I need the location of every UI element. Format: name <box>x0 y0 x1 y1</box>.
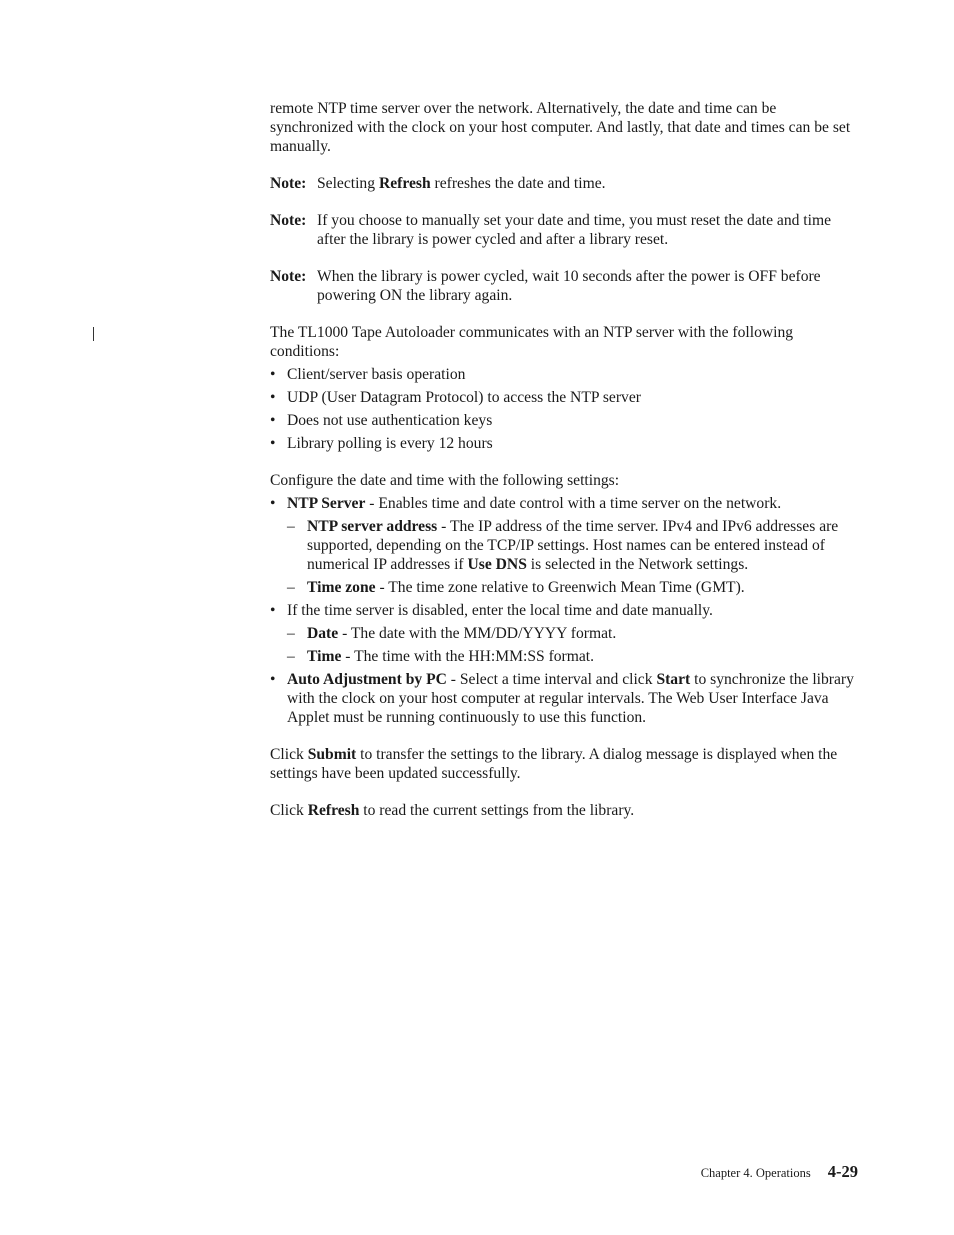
list-item-date: – Date - The date with the MM/DD/YYYY format. <box>287 624 862 643</box>
note-label: Note: <box>270 212 307 229</box>
intro-paragraph: remote NTP time server over the network. Alternatively, the date and time can be synchronized with the clock on your host computer. And lastly, that date and times can be set manually. <box>270 100 851 155</box>
ntp-server-sublist <box>287 517 862 597</box>
note-text: When the library is power cycled, wait 10 seconds after the power is OFF before powering ON the library again. <box>317 268 821 304</box>
submit-paragraph: Click Submit to transfer the settings to the library. A dialog message is displayed when the settings have been updated successfully. <box>270 746 838 782</box>
list-item: • Client/server basis operation <box>270 365 862 384</box>
list-item: • UDP (User Datagram Protocol) to access the NTP server <box>270 388 862 407</box>
note-refresh <box>270 174 862 193</box>
change-bar <box>93 327 94 341</box>
list-item-time: – Time - The time with the HH:MM:SS format. <box>287 647 862 666</box>
note-label: Note: <box>270 175 307 192</box>
page-footer <box>701 1162 858 1183</box>
footer-chapter: Chapter 4. Operations <box>700 1166 811 1180</box>
list-item-auto-adjustment: • Auto Adjustment by PC - Select a time interval and click Start to synchronize the library with the clock on your host computer at regular intervals. The Web User Interface Java Applet must be running continuously to use this function. <box>270 670 862 727</box>
note-manual-reset <box>270 211 862 249</box>
settings-intro: Configure the date and time with the following settings: <box>270 472 620 489</box>
note-label: Note: <box>270 268 307 285</box>
note-text: Selecting Refresh refreshes the date and time. <box>317 175 606 192</box>
manual-sublist <box>287 624 862 666</box>
list-item-manual: • If the time server is disabled, enter the local time and date manually. – Date - The date with the MM/DD/YYYY format. – Time - The time with the HH:MM:SS format. <box>270 601 862 666</box>
list-item: • Does not use authentication keys <box>270 411 862 430</box>
refresh-paragraph: Click Refresh to read the current settings from the library. <box>270 802 635 819</box>
note-power-cycle <box>270 267 862 305</box>
page-body <box>270 99 862 838</box>
settings-list <box>270 494 862 727</box>
list-item: • Library polling is every 12 hours <box>270 434 862 453</box>
list-item-ntp-server-address: – NTP server address - The IP address of the time server. IPv4 and IPv6 addresses are supported, depending on the TCP/IP settings. Host names can be entered instead of numerical IP addresses if Use DNS is selected in the Network settings. <box>287 517 862 574</box>
list-item-ntp-server: • NTP Server - Enables time and date control with a time server on the network. – NTP server address - The IP address of the time server. IPv4 and IPv6 addresses are supported, depending on the TCP/IP settings. Host names can be entered instead of numerical IP addresses if Use DNS is selected in the Network settings. – Time zone - The time zone relative to Greenwich Mean Time (GMT). <box>270 494 862 597</box>
list-item-time-zone: – Time zone - The time zone relative to Greenwich Mean Time (GMT). <box>287 578 862 597</box>
ntp-conditions-intro: The TL1000 Tape Autoloader communicates with an NTP server with the following conditions: <box>270 324 794 360</box>
note-text: If you choose to manually set your date and time, you must reset the date and time after the library is power cycled and after a library reset. <box>317 212 832 248</box>
ntp-conditions-list <box>270 365 862 453</box>
page-number: 4-29 <box>827 1162 858 1181</box>
